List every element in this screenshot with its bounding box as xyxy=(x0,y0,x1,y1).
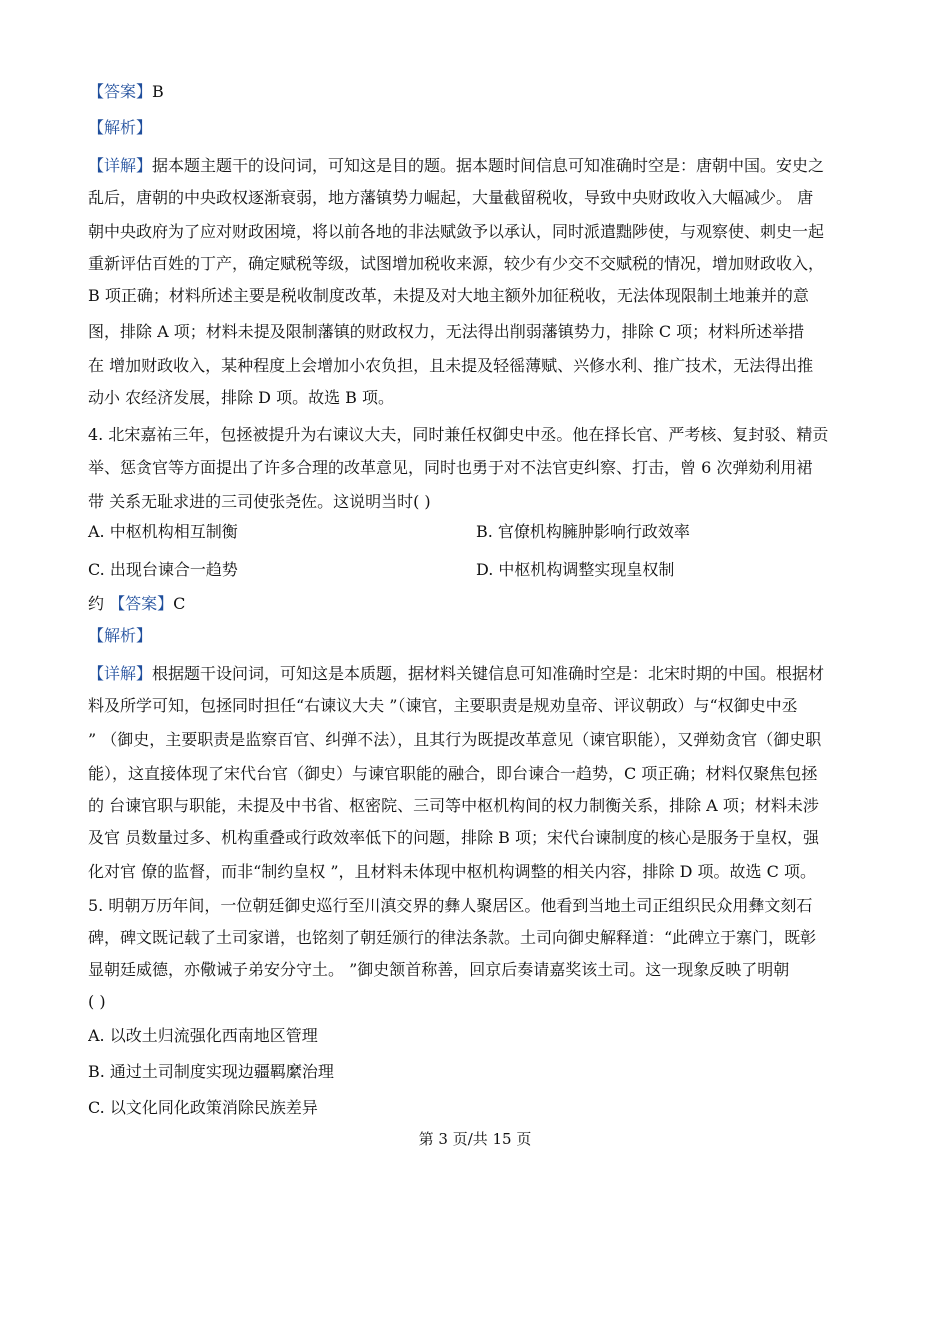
q4-detail-line: 能），这直接体现了宋代台官（御史）与谏官职能的融合，即台谏合一趋势，C 项正确；材料仅聚焦包拯 xyxy=(88,764,818,783)
analysis-tag: 【解析】 xyxy=(88,626,153,645)
q4-option-a: A. 中枢机构相互制衡 xyxy=(88,522,238,541)
q4-option-d: D. 中枢机构调整实现皇权制 xyxy=(476,560,675,579)
q4-option-b: B. 官僚机构臃肿影响行政效率 xyxy=(476,522,690,541)
q3-detail-line: 图，排除 A 项；材料未提及限制藩镇的财政权力，无法得出削弱藩镇势力，排除 C 项；材料所述举措 xyxy=(88,322,805,341)
answer-value: C xyxy=(173,594,186,613)
detail-text: 据本题主题干的设问词，可知这是目的题。据本题时间信息可知准确时空是：唐朝中国。安史之 xyxy=(152,156,825,175)
q3-analysis-line xyxy=(88,116,868,140)
q5-option-a: A. 以改土归流强化西南地区管理 xyxy=(88,1026,318,1045)
q4-detail-line: 料及所学可知，包拯同时担任“右谏议大夫 ”（谏官，主要职责是规劝皇帝、评议朝政）与“权御史中丞 xyxy=(88,696,798,715)
detail-tag: 【详解】 xyxy=(88,156,153,175)
analysis-tag: 【解析】 xyxy=(88,118,153,137)
q5-option-b: B. 通过土司制度实现边疆羁縻治理 xyxy=(88,1062,334,1081)
q3-detail-line: 乱后，唐朝的中央政权逐渐衰弱，地方藩镇势力崛起，大量截留税收，导致中央财政收入大幅减少。 唐 xyxy=(88,188,814,207)
detail-text: 根据题干设问词，可知这是本质题，据材料关键信息可知准确时空是：北宋时期的中国。根据材 xyxy=(152,664,825,683)
detail-tag: 【详解】 xyxy=(88,664,153,683)
q5-stem-line: 5. 明朝万历年间，一位朝廷御史巡行至川滇交界的彝人聚居区。他看到当地土司正组织民众用彝文刻石 xyxy=(88,896,813,915)
q3-detail-line: 朝中央政府为了应对财政困境，将以前各地的非法赋敛予以承认，同时派遣黜陟使，与观察使、刺史一起 xyxy=(88,222,825,241)
page-number-footer: 第 3 页/共 15 页 xyxy=(418,1130,532,1148)
answer-prefix: 约 xyxy=(88,594,110,613)
q3-detail-line: 重新评估百姓的丁产，确定赋税等级，试图增加税收来源，较少有少交不交赋税的情况，增加财政收入， xyxy=(88,254,825,273)
answer-tag: 【答案】 xyxy=(109,594,174,613)
q3-detail-line: 动小 农经济发展，排除 D 项。故选 B 项。 xyxy=(88,388,395,407)
q5-stem-line: ( ) xyxy=(88,992,106,1011)
q4-option-c: C. 出现台谏合一趋势 xyxy=(88,560,238,579)
q4-detail-line: 及官 员数量过多、机构重叠或行政效率低下的问题，排除 B 项；宋代台谏制度的核心是服务于皇权，强 xyxy=(88,828,820,847)
q4-analysis-line xyxy=(88,624,868,648)
q4-stem-line: 带 关系无耻求进的三司使张尧佐。这说明当时( ) xyxy=(88,492,431,511)
q4-answer-line xyxy=(88,592,868,616)
q4-stem-line: 4. 北宋嘉祐三年，包拯被提升为右谏议大夫，同时兼任权御史中丞。他在择长官、严考核、复封驳、精贡 xyxy=(88,425,829,444)
q3-detail-line: 在 增加财政收入，某种程度上会增加小农负担，且未提及轻徭薄赋、兴修水利、推广技术，无法得出推 xyxy=(88,356,814,375)
q5-stem-line: 显朝廷威德，亦儆诫子弟安分守土。 ”御史颔首称善，回京后奏请嘉奖该土司。这一现象反映了明朝 xyxy=(88,960,790,979)
q3-detail-line xyxy=(88,154,868,178)
q4-stem-line: 举、惩贪官等方面提出了许多合理的改革意见，同时也勇于对不法官吏纠察、打击，曾 6 次弹劾利用裙 xyxy=(88,458,813,477)
q4-detail-line: 的 台谏官职与职能，未提及中书省、枢密院、三司等中枢机构间的权力制衡关系，排除 A 项；材料未涉 xyxy=(88,796,819,815)
q5-option-c: C. 以文化同化政策消除民族差异 xyxy=(88,1098,318,1117)
q4-detail-line: 化对官 僚的监督，而非“制约皇权 ”，且材料未体现中枢机构调整的相关内容，排除 D 项。故选 C 项。 xyxy=(88,862,816,881)
q4-detail-line xyxy=(88,662,868,686)
q3-answer-line xyxy=(88,80,868,104)
answer-value: B xyxy=(152,82,164,101)
answer-tag: 【答案】 xyxy=(88,82,153,101)
q5-stem-line: 碑，碑文既记载了土司家谱，也铭刻了朝廷颁行的律法条款。土司向御史解释道：“此碑立于寨门，既彰 xyxy=(88,928,817,947)
q4-detail-line: ” （御史，主要职责是监察百官、纠弹不法），且其行为既提改革意见（谏官职能），又弹劾贪官（御史职 xyxy=(88,730,822,749)
q3-detail-line: B 项正确；材料所述主要是税收制度改革，未提及对大地主额外加征税收，无法体现限制土地兼并的意 xyxy=(88,286,809,305)
